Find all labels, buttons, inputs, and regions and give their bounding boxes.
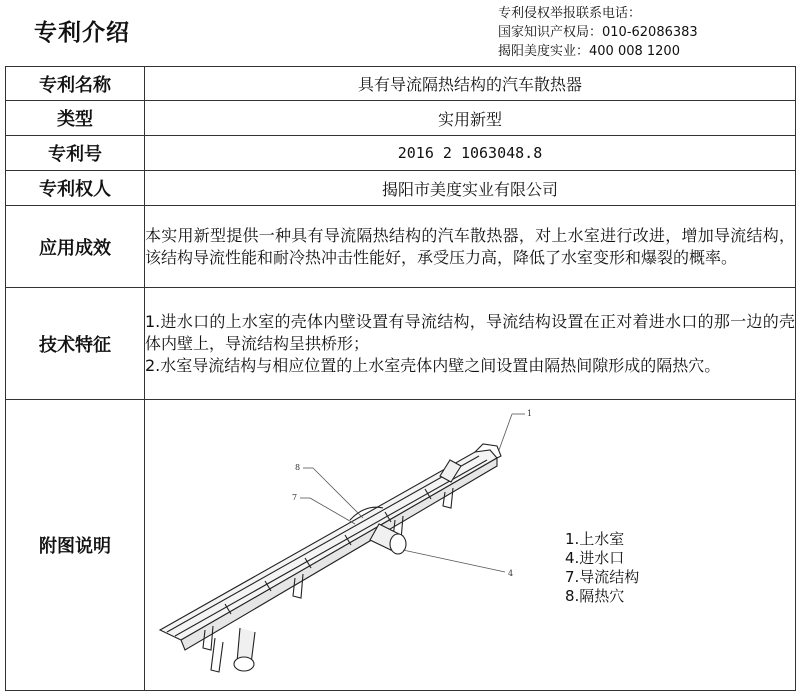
row-type bbox=[6, 101, 796, 136]
row-features bbox=[6, 288, 796, 400]
patent-table bbox=[5, 66, 796, 691]
contact-line-company: 揭阳美度实业：400 008 1200 bbox=[498, 44, 680, 59]
radiator-tank-outline bbox=[160, 444, 501, 672]
value-type: 实用新型 bbox=[145, 101, 796, 136]
legend-item-7: 7.导流结构 bbox=[565, 568, 640, 586]
figure-legend bbox=[565, 530, 639, 606]
legend-item-4: 4.进水口 bbox=[565, 549, 625, 567]
label-figure: 附图说明 bbox=[6, 400, 145, 691]
row-figure bbox=[6, 400, 796, 691]
contact-info bbox=[498, 4, 698, 61]
callout-7: 7 bbox=[292, 493, 298, 502]
label-features: 技术特征 bbox=[6, 288, 145, 400]
value-features bbox=[145, 288, 796, 400]
callout-8: 8 bbox=[295, 463, 301, 472]
row-effect bbox=[6, 206, 796, 288]
contact-heading: 专利侵权举报联系电话： bbox=[498, 6, 642, 21]
value-patent-name: 具有导流隔热结构的汽车散热器 bbox=[145, 67, 796, 101]
row-patent-number bbox=[6, 136, 796, 171]
row-owner bbox=[6, 171, 796, 206]
value-patent-number: 2016 2 1063048.8 bbox=[145, 136, 796, 171]
label-patent-name: 专利名称 bbox=[6, 67, 145, 101]
feature-item-2: 2.水室导流结构与相应位置的上水室壳体内壁之间设置由隔热间隙形成的隔热穴。 bbox=[145, 355, 721, 375]
label-effect: 应用成效 bbox=[6, 206, 145, 288]
legend-item-1: 1.上水室 bbox=[565, 530, 625, 548]
callout-1: 1 bbox=[527, 409, 533, 418]
label-owner: 专利权人 bbox=[6, 171, 145, 206]
figure-cell bbox=[145, 400, 796, 691]
contact-line-cnipa: 国家知识产权局：010-62086383 bbox=[498, 25, 698, 40]
callout-4: 4 bbox=[508, 569, 514, 578]
label-patent-number: 专利号 bbox=[6, 136, 145, 171]
feature-item-1: 1.进水口的上水室的壳体内壁设置有导流结构，导流结构设置在正对着进水口的那一边的壳体内壁上，导流结构呈拱桥形； bbox=[145, 311, 795, 353]
label-type: 类型 bbox=[6, 101, 145, 136]
value-owner: 揭阳市美度实业有限公司 bbox=[145, 171, 796, 206]
radiator-drawing bbox=[145, 400, 795, 690]
row-patent-name bbox=[6, 67, 796, 101]
page-title: 专利介绍 bbox=[34, 20, 130, 46]
legend-item-8: 8.隔热穴 bbox=[565, 587, 625, 605]
value-effect: 本实用新型提供一种具有导流隔热结构的汽车散热器，对上水室进行改进，增加导流结构，该结构导流性能和耐冷热冲击性能好，承受压力高，降低了水室变形和爆裂的概率。 bbox=[145, 206, 796, 288]
